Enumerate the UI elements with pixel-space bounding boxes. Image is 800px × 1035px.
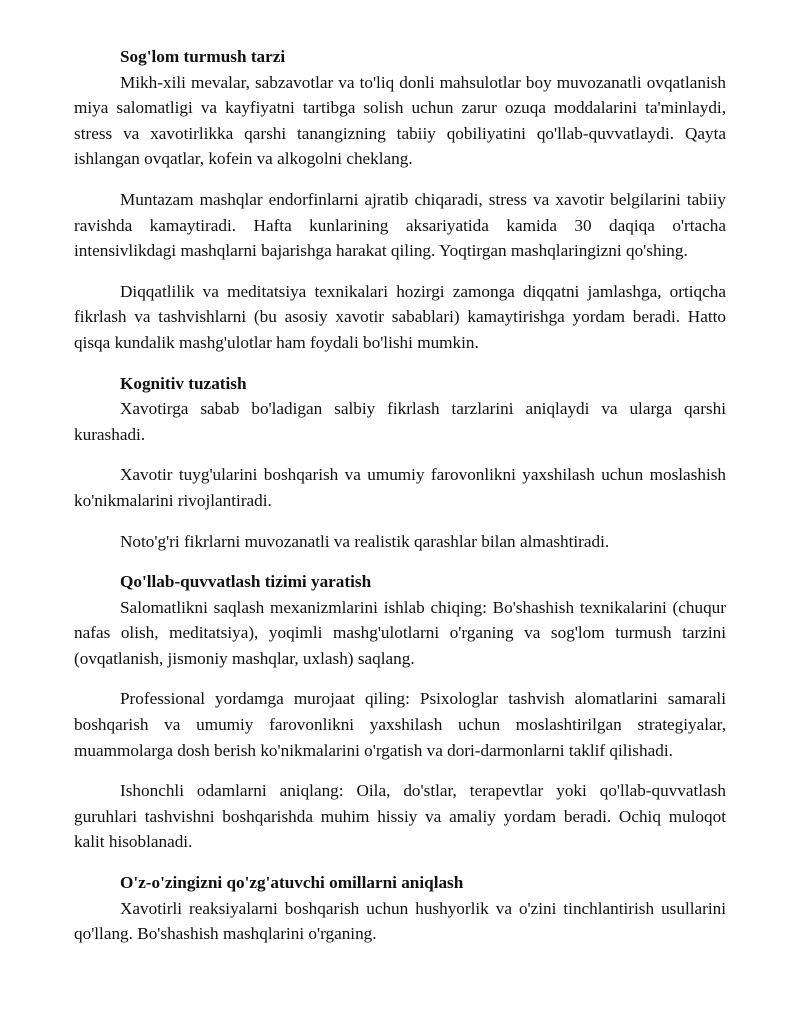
paragraph: Muntazam mashqlar endorfinlarni ajratib chiqaradi, stress va xavotir belgilarini tabiiy ravishda kamaytiradi. Hafta kunlarining aksariyatida kamida 30 daqiqa o'rtacha intensivlikdagi mashqlarni bajarishga harakat qiling. Yoqtirgan mashqlaringizni qo'shing.: [74, 189, 726, 261]
section-cognitive-correction: [74, 371, 726, 555]
paragraph: Noto'g'ri fikrlarni muvozanatli va realistik qarashlar bilan almashtiradi.: [120, 531, 610, 551]
section-heading: Sog'lom turmush tarzi: [120, 47, 286, 66]
paragraph: Ishonchli odamlarni aniqlang: Oila, do'stlar, terapevtlar yoki qo'llab-quvvatlash guruhlari tashvishni boshqarishda muhim hissiy va amaliy yordam beradi. Ochiq muloqot kalit hisoblanadi.: [74, 781, 726, 852]
paragraph: Xavotir tuyg'ularini boshqarish va umumiy farovonlikni yaxshilash uchun moslashish ko'nikmalarini rivojlantiradi.: [74, 465, 726, 510]
paragraph: Diqqatlilik va meditatsiya texnikalari hozirgi zamonga diqqatni jamlashga, ortiqcha fikrlash va tashvishlarni (bu asosiy xavotir sabablari) kamaytirishga yordam beradi. Hatto qisqa kundalik mashg'ulotlar ham foydali bo'lishi mumkin.: [74, 281, 726, 352]
paragraph: Xavotirli reaksiyalarni boshqarish uchun hushyorlik va o'zini tinchlantirish usullarini qo'llang. Bo'shashish mashqlarini o'rganing.: [74, 898, 726, 944]
section-healthy-lifestyle: [74, 44, 726, 356]
section-identify-triggers: [74, 870, 726, 947]
paragraph: Xavotirga sabab bo'ladigan salbiy fikrlash tarzlarini aniqlaydi va ularga qarshi kurashadi.: [74, 399, 726, 444]
paragraph: Salomatlikni saqlash mexanizmlarini ishlab chiqing: Bo'shashish texnikalarini (chuqur nafas olish, meditatsiya), yoqimli mashg'ulotlarni o'rganing va sog'lom turmush tarzini (ovqatlanish, jismoniy mashqlar, uxlash) saqlang.: [74, 597, 726, 668]
paragraph: Mikh-xili mevalar, sabzavotlar va to'liq donli mahsulotlar boy muvozanatli ovqatlanish miya salomatligi va kayfiyatni tartibga solish uchun zarur ozuqa moddalarini ta'minlaydi, stress va xavotirlikka qarshi tanangizning tabiiy qobiliyatini qo'llab-quvvatlaydi. Qayta ishlangan ovqatlar, kofein va alkogolni cheklang.: [74, 72, 726, 169]
section-support-system: [74, 569, 726, 855]
section-heading: Qo'llab-quvvatlash tizimi yaratish: [120, 572, 372, 592]
document-page: [74, 44, 726, 947]
section-heading: O'z-o'zingizni qo'zg'atuvchi omillarni aniqlash: [120, 873, 464, 893]
section-heading: Kognitiv tuzatish: [120, 373, 247, 393]
paragraph: Professional yordamga murojaat qiling: Psixologlar tashvish alomatlarini samarali boshqarish va umumiy farovonlikni yaxshilash uchun moslashtirilgan strategiyalar, muammolarga dosh berish ko'nikmalarini o'rgatish va dori-darmonlarni taklif qilishadi.: [74, 689, 726, 760]
